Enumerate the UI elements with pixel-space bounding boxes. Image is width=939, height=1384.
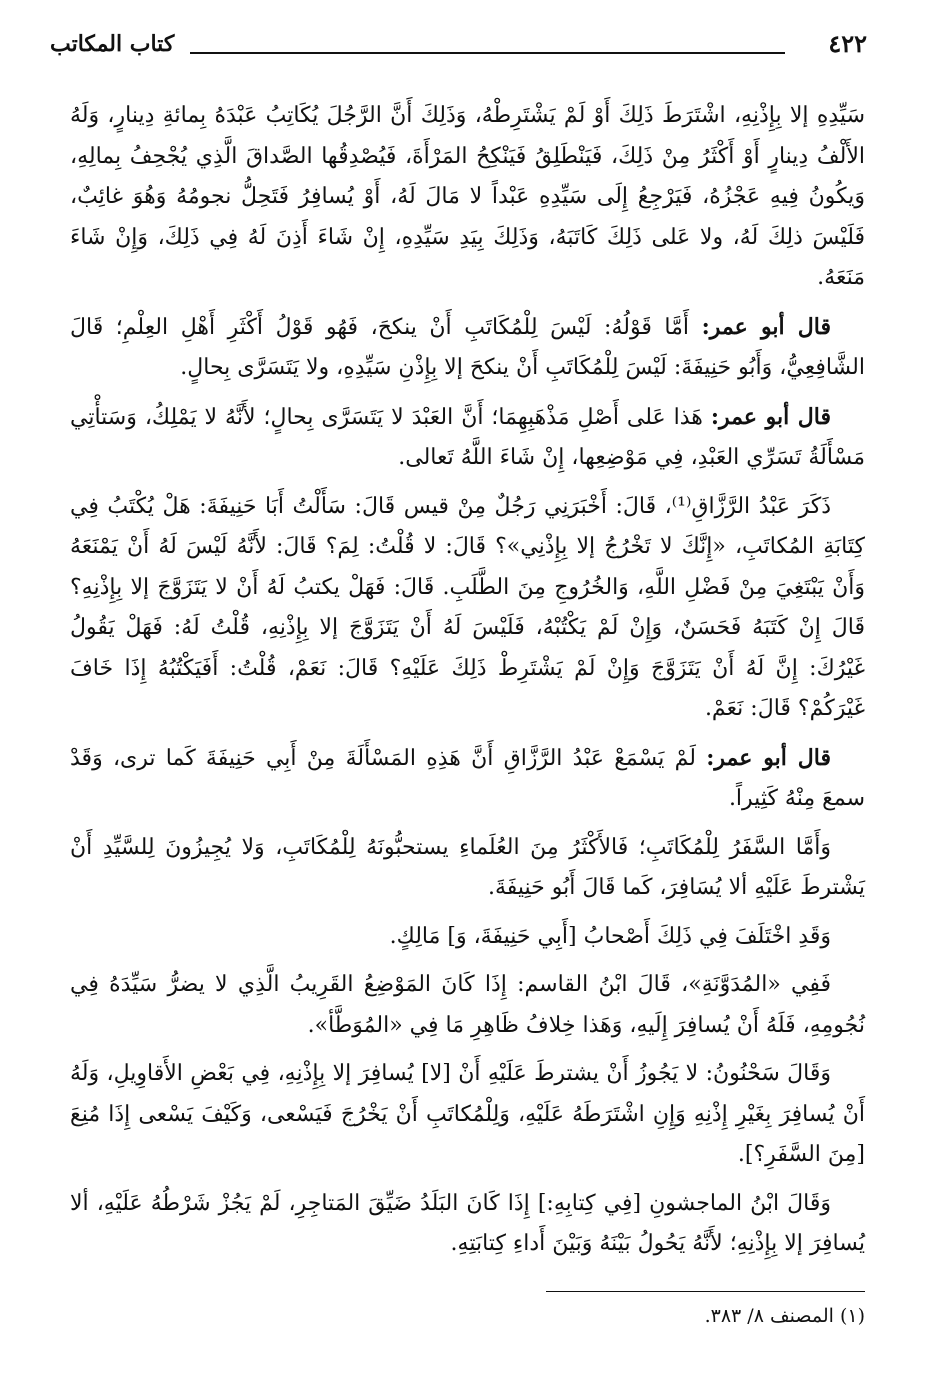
paragraph <box>70 487 865 730</box>
footnote: (١) المصنف ٨/ ٣٨٣. <box>704 1305 865 1327</box>
paragraph-text: وَقَالَ ابْنُ الماجشونِ [فِي كِتابِهِ:] إِذَا كَانَ البَلَدُ ضَيِّقَ المَتاجِرِ، لَمْ يَجُزْ شَرْطُهُ عَلَيْهِ، ألا يُسافِرَ إلا بِإِذْنِهِ؛ لأَنَّهُ يَحُولُ بَيْنَهُ وَبَيْنَ أَداءِ كِتابَتِهِ. <box>70 1190 865 1256</box>
page-number: ٤٢٢ <box>828 29 867 58</box>
paragraph-text: ذَكَرَ عَبْدُ الرَّزَّاقِ⁽¹⁾، قَالَ: أَخْبَرَنِي رَجُلٌ مِنْ قيس قَالَ: سَأَلْتُ أَبَا حَنِيفَةَ: هَلْ يُكْتَبُ فِي كِتَابَةِ المُكاتَبِ، «إِنَّكَ لا تَخْرُجُ إلا بِإِذْنِي»؟ قَالَ: لا قُلْتُ: لِمَ؟ قَالَ: لأَنَّهُ لَيْسَ لَهُ أَنْ يَمْنَعَهُ وَأَنْ يَبْتَغِيَ مِنْ فَضْلِ اللَّهِ، وَالخُرُوجِ مِنَ الطَّلَبِ. قَالَ: فَهَلْ يكتبُ لَهُ أَنْ لا يَتَزَوَّجَ إلا بِإِذْنِهِ؟ قَالَ إِنْ كَتَبَهُ فَحَسَنٌ، وَإِنْ لَمْ يَكْتُبْهُ، فَلَيْسَ لَهُ أَنْ يَتَزَوَّجَ إلا بِإِذْنِهِ، قُلْتُ لَهُ: فَهَلْ يَقُولُ غَيْرُكَ: إِنَّ لَهُ أَنْ يَتَزَوَّجَ وَإِنْ لَمْ يَشْتَرِطْ ذَلِكَ عَلَيْهِ؟ قَالَ: نَعَمْ، قُلْتُ: أَفَيَكْتُبُهُ إِذَا خَافَ غَيْرَكُمْ؟ قَالَ: نَعَمْ. <box>70 493 865 721</box>
paragraph-text: أَمَّا قَوْلُهُ: لَيْسَ لِلْمُكَاتَبِ أَنْ ينكحَ، فَهُو قَوْلُ أَكْثَرِ أَهْلِ العِلْمِ؛ قَالَ الشَّافِعِيُّ، وَأَبُو حَنِيفَةَ: لَيْسَ لِلْمُكَاتَبِ أَنْ ينكحَ إلا بِإِذْنِ سَيِّدِهِ، ولا يَتَسَرَّى بِحالٍ. <box>70 314 865 380</box>
paragraph <box>70 828 865 909</box>
paragraph-text: فَفِي «المُدَوَّنَةِ»، قَالَ ابْنُ القاسم: إِذَا كَانَ المَوْضِعُ القَرِيبُ الَّذِي لا يضرُّ سَيِّدَهُ فِي نُجُومِهِ، فَلَهُ أَنْ يُسافِرَ إِلَيهِ، وَهَذا خِلافُ ظَاهِرِ مَا فِي «المُوَطَّأ». <box>70 972 865 1038</box>
paragraph-text: وَأَمَّا السَّفَرُ لِلْمُكَاتَبِ؛ فَالأَكْثَرُ مِنَ العُلَماءِ يستحبُّونَهُ لِلْمُكَاتَبِ، وَلا يُجِيزُونَ لِلسَّيِّدِ أَنْ يَشْترطَ عَلَيْهِ ألا يُسَافِرَ، كَما قَالَ أَبُو حَنِيفَةَ. <box>70 834 865 900</box>
paragraph <box>70 1054 865 1176</box>
paragraph-text: لَمْ يَسْمَعْ عَبْدُ الرَّزَّاقِ أَنَّ هَذِهِ المَسْأَلَةَ مِنْ أَبِي حَنِيفَةَ كَما ترى، وَقَدْ سمعَ مِنْهُ كَثِيراً. <box>70 745 865 811</box>
paragraph <box>70 397 865 479</box>
paragraph-text: سَيِّدِهِ إلا بِإِذْنِهِ، اشْتَرَطَ ذَلِكَ أَوْ لَمْ يَشْتَرِطْهُ، وَذَلِكَ أَنَّ الرَّجُلَ يُكَاتِبُ عَبْدَهُ بِمائةِ دِينارٍ، وَلَهُ الأَلْفُ دِينارٍ أَوْ أَكْثَرُ مِنْ ذَلِكَ، فَيَنْطَلِقُ فَيَنْكِحُ المَرْأَةَ، فَيُصْدِقُها الصَّداقَ الَّذِي يُجْحِفُ بِمالِهِ، وَيكُونُ فِيهِ عَجْزُهُ، فَيَرْجِعُ إِلَى سَيِّدِهِ عَبْداً لا مَالَ لَهُ، أَوْ يُسافِرُ فَتَحِلُّ نجومُهُ وَهُوَ غائِبٌ، فَلَيْسَ ذلِكَ لَهُ، ولا عَلى ذَلِكَ كَاتَبَهُ، وَذَلِكَ بِيَدِ سَيِّدِهِ، إِنْ شَاءَ أَذِنَ لَهُ فِي ذَلِكَ، وَإِنْ شَاءَ مَنَعَهُ. <box>70 103 866 290</box>
paragraph <box>70 307 865 389</box>
page-header <box>50 26 867 66</box>
header-rule <box>190 52 785 54</box>
paragraph-text: وَقَدِ اخْتَلَفَ فِي ذَلِكَ أَصْحابُ [أَبِي حَنِيفَةَ، وَ] مَالِكٍ. <box>389 923 831 949</box>
page-body <box>70 96 865 1273</box>
paragraph <box>70 965 865 1046</box>
paragraph-text: وَقَالَ سَحْنُونُ: لا يَجُوزُ أَنْ يشترطَ عَلَيْهِ أَنْ [لا] يُسافِرَ إلا بِإِذْنِهِ، فِي بَعْضِ الأَقاوِيلِ، وَلَهُ أَنْ يُسافِرَ بِغَيْرِ إِذْنِهِ وَإِنِ اشْتَرَطَهُ عَلَيْهِ، وَلِلْمُكاتَبِ أَنْ يَخْرُجَ فَيَسْعى، وَكَيْفَ يَسْعى إِذَا مُنِعَ [مِنَ السَّفَرِ؟]. <box>70 1061 865 1167</box>
speaker-label: قال أبو عمر: <box>710 403 832 430</box>
paragraph <box>70 738 865 820</box>
paragraph-text: هَذا عَلى أَصْلِ مَذْهَبِهِمَا؛ أَنَّ العَبْدَ لا يَتَسَرَّى بِحالٍ؛ لأَنَّهُ لا يَمْلِكُ، وَسَتأْتِي مَسْأَلَةُ تَسَرِّي العَبْدِ، فِي مَوْضِعِها، إِنْ شَاءَ اللَّهُ تَعالى. <box>70 404 865 470</box>
book-title: كتاب المكاتب <box>50 31 175 57</box>
speaker-label: قال أبو عمر: <box>706 744 832 771</box>
speaker-label: قال أبو عمر: <box>701 313 831 340</box>
paragraph <box>70 1184 865 1265</box>
paragraph <box>70 917 865 958</box>
paragraph <box>70 96 865 299</box>
footnote-rule <box>546 1291 865 1292</box>
